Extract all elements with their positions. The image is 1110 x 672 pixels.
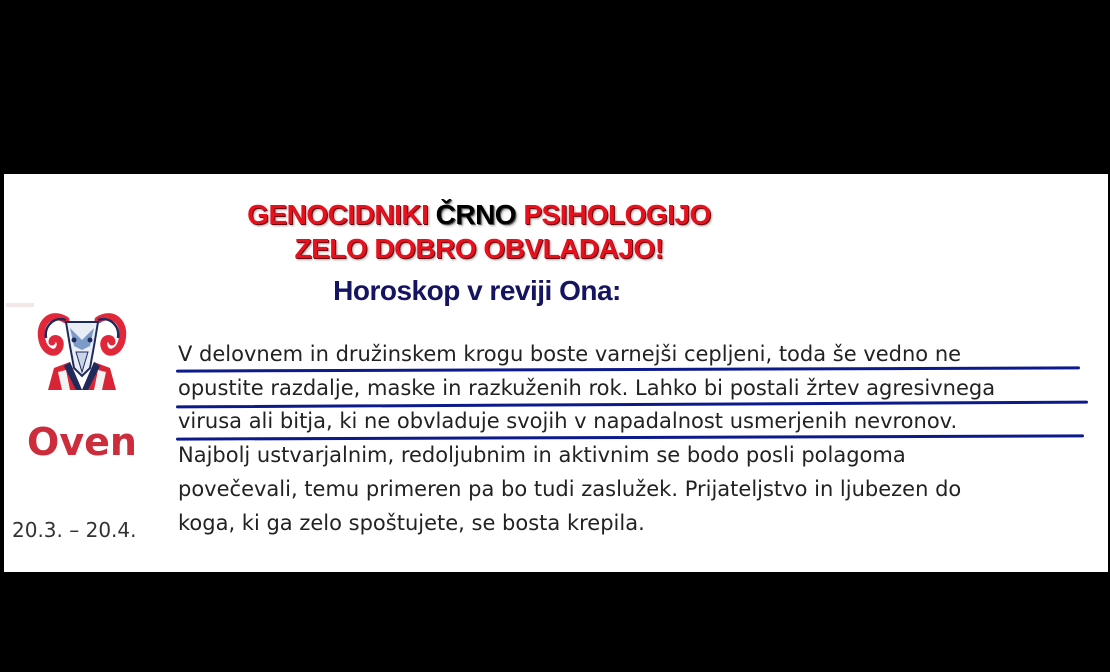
ram-head-icon [36, 306, 128, 390]
zodiac-sign-dates: 20.3. – 20.4. [12, 518, 137, 542]
horoscope-text-line: Najbolj ustvarjalnim, redoljubnim in aktivnim se bodo posli polagoma [178, 443, 906, 468]
horoscope-text-line: opustite razdalje, maske in razkuženih rok. Lahko bi postali žrtev agresivnega [178, 375, 996, 400]
decorative-corner-mark [6, 303, 34, 307]
subheading: Horoskop v reviji Ona: [333, 275, 621, 306]
headline-word-genocidniki: GENOCIDNIKI [247, 199, 436, 230]
horoscope-text-line: V delovnem in družinskem krogu boste varnejši cepljeni, toda še vedno ne [178, 342, 962, 366]
horoscope-text-line: virusa ali bitja, ki ne obvladuje svojih v napadalnost usmerjenih nevronov. [178, 409, 958, 434]
headline-line-1 [4, 198, 954, 232]
horoscope-panel [4, 174, 1108, 572]
headline [4, 198, 954, 266]
headline-word-psihologijo: PSIHOLOGIJO [523, 199, 711, 230]
horoscope-text-line: povečevali, temu primeren pa bo tudi zaslužek. Prijateljstvo in ljubezen do [178, 476, 962, 501]
headline-line-2: ZELO DOBRO OBVLADAJO! [294, 233, 664, 264]
headline-word-crno: ČRNO [435, 199, 524, 230]
horoscope-text-line: koga, ki ga zelo spoštujete, se bosta krepila. [178, 510, 645, 535]
zodiac-sign-name: Oven [27, 420, 137, 464]
